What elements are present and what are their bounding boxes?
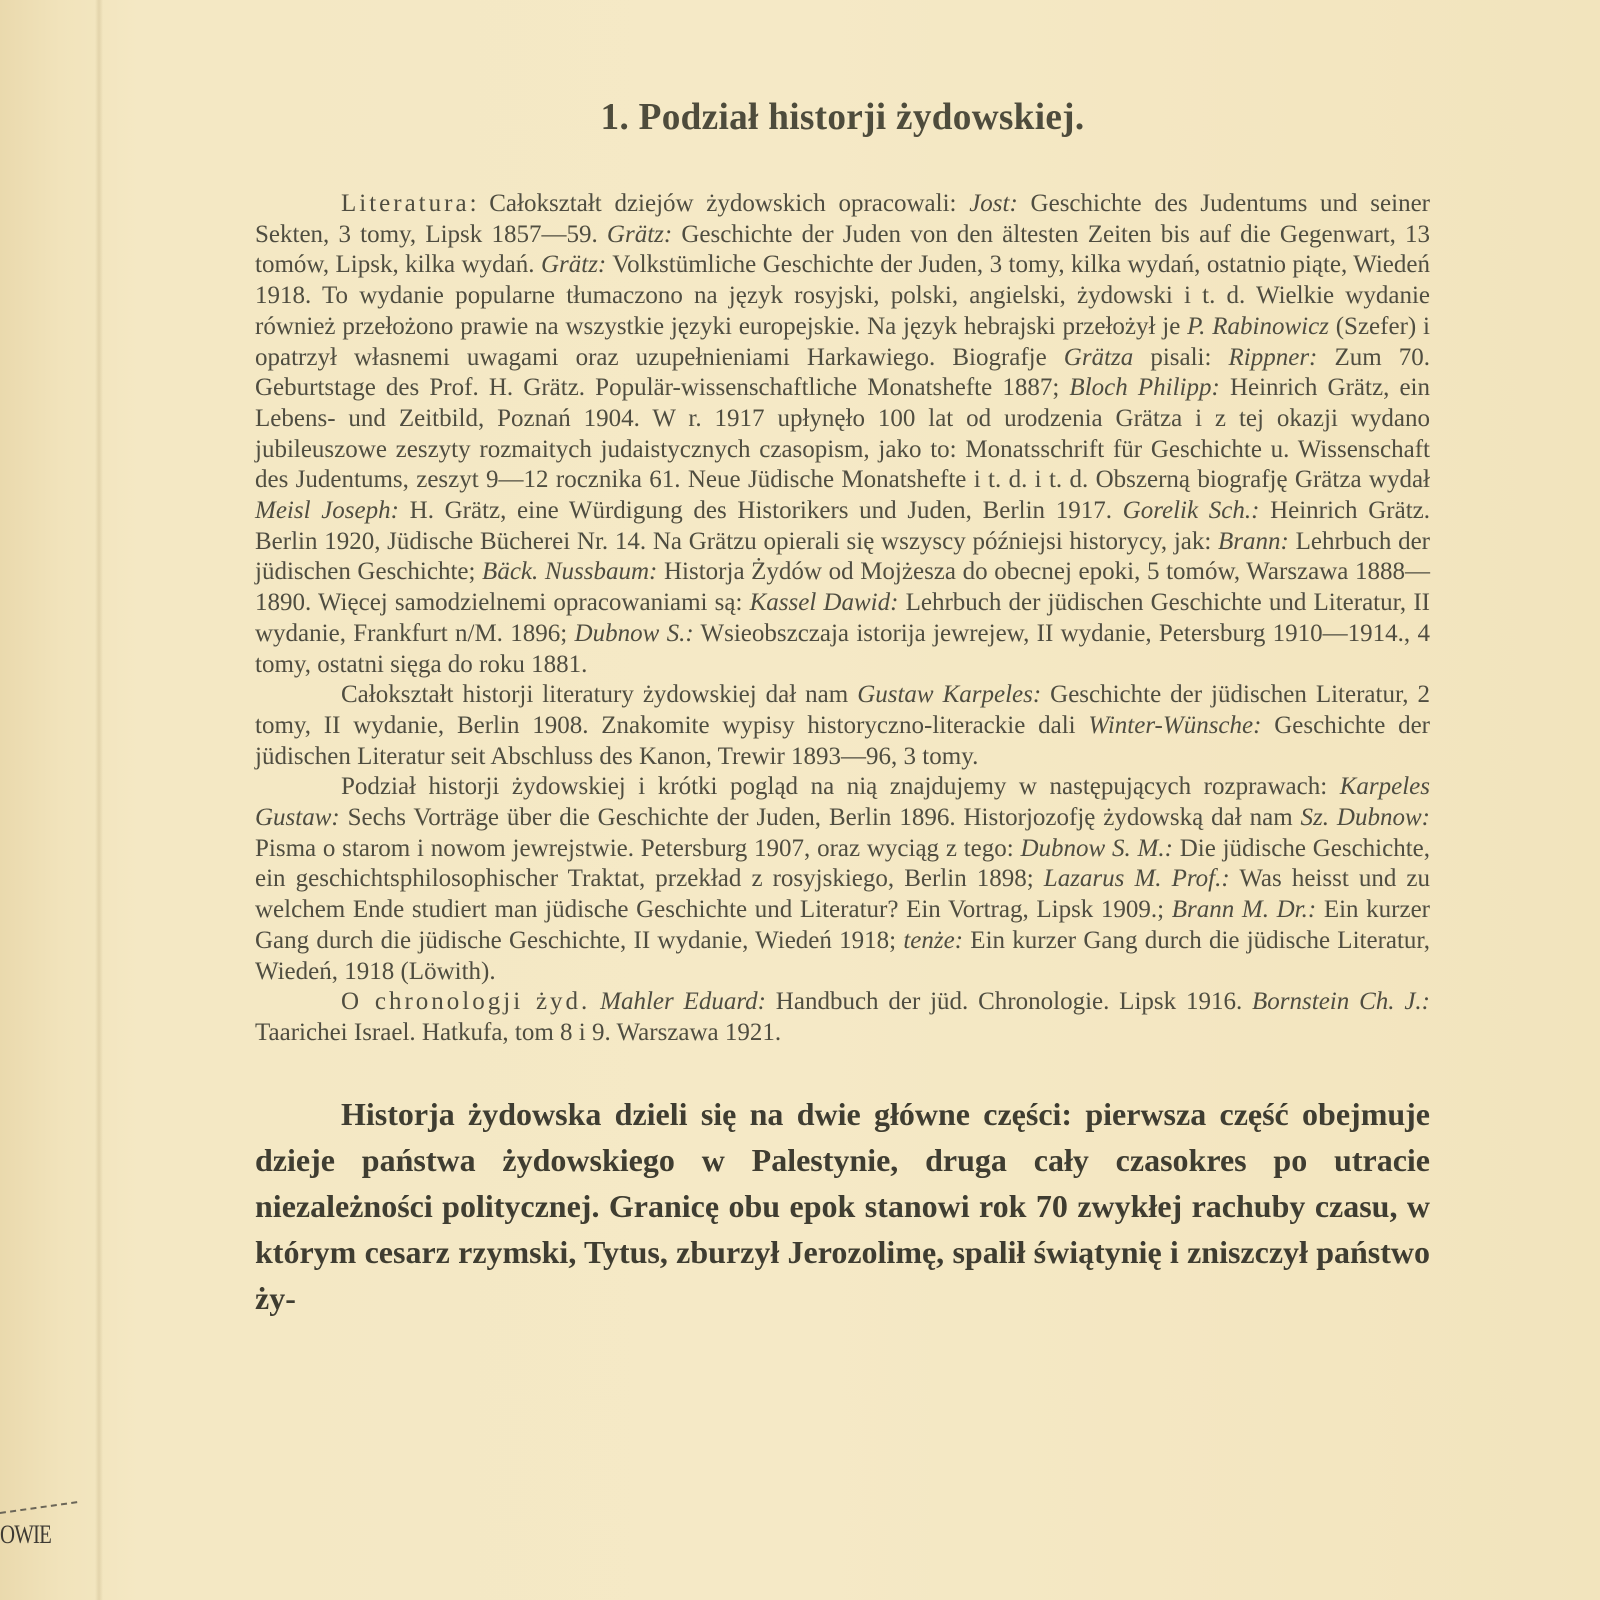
text-run: Geschichte der jüdischen Literatur seit Abschluss des Kanon, Trewir 1893—96, 3 tomy. (255, 711, 1431, 770)
cited-author: Mahler Eduard: (600, 988, 766, 1016)
chapter-heading: 1. Podział historji żydowskiej. (600, 96, 1085, 138)
text-run: Zum 70. Geburtstage des Prof. H. Grätz. Populär-wissenschaftliche Monatshefte 1887; (255, 343, 1430, 402)
text-run: Geschichte der Juden von den ältesten Zeiten bis auf die Gegenwart, 13 tomów, Lipsk, kilka wydań. (255, 220, 1431, 279)
text-run: Ein kurzer Gang durch die jüdische Literatur, Wiedeń, 1918 (Löwith). (255, 926, 1431, 985)
text-run (590, 988, 600, 1015)
margin-word: OWIE (0, 1520, 52, 1549)
cited-author: Bäck. Nussbaum: (482, 558, 658, 586)
cited-author: Meisl Joseph: (255, 497, 399, 525)
cited-author: Kassel Dawid: (749, 589, 899, 617)
text-run: Całokształt historji literatury żydowskiej dał nam (341, 681, 858, 709)
cited-author: Grätza (1063, 343, 1134, 371)
page-content (255, 95, 1430, 1321)
cited-author: Brann: (1218, 527, 1289, 555)
text-run: Heinrich Grätz, ein Lebens- und Zeitbild, Poznań 1904. W r. 1917 upłynęło 100 lat od urodzenia Grätza i z tej okazji wydano jubileuszowe zeszyty rozmaitych judaistycznych czasopism, jako to: Monatsschrift für Geschichte u. Wissenschaft des Judentums, zeszyt 9—12 rocznika 61. Neue Jüdische Monatshefte i t. d. i t. d. Obszerną biografję Grätza wydał (255, 374, 1430, 494)
main-text-section (255, 1091, 1430, 1321)
cited-author: Sz. Dubnow: (1300, 804, 1430, 832)
literature-paragraph-3 (255, 772, 1430, 987)
text-run: Volkstümliche Geschichte der Juden, 3 tomy, kilka wydań, ostatnio piąte, Wiedeń 1918. To wydanie popularne tłumaczono na język rosyjski, polski, angielski, żydowski i t. d. Wielkie wydanie również przełożono prawie na wszystkie języki europejskie. Na język hebrajski przełożył je (255, 251, 1430, 340)
cited-author: Dubnow S.: (574, 619, 694, 647)
facing-page-margin (0, 1490, 80, 1550)
literature-section (255, 189, 1430, 1049)
cited-author: P. Rabinowicz (1187, 312, 1329, 340)
cited-author: Grätz: (606, 220, 673, 248)
cited-author: Lazarus M. Prof.: (1043, 865, 1230, 893)
text-run: Podział historji żydowskiej i krótki pogląd na nią znajdujemy w następujących rozprawach: (341, 773, 1340, 801)
cited-author: Dubnow S. M.: (1020, 834, 1173, 862)
cited-author: Bloch Philipp: (1069, 374, 1220, 402)
margin-rule (0, 1501, 77, 1515)
text-run: Historja Żydów od Mojżesza do obecnej epoki, 5 tomów, Warszawa 1888—1890. Więcej samodzielnemi opracowaniami są: (255, 558, 1430, 617)
text-run: Lehrbuch der jüdischen Geschichte und Literatur, II wydanie, Frankfurt n/M. 1896; (255, 589, 1430, 647)
text-run: Taarichei Israel. Hatkufa, tom 8 i 9. Warszawa 1921. (255, 1018, 782, 1046)
text-run: Die jüdische Geschichte, ein geschichtsphilosophischer Traktat, przekład z rosyjskiego, Berlin 1898; (255, 834, 1430, 893)
gutter-shadow (95, 0, 103, 1600)
spaced-label: Literatura (341, 190, 470, 217)
text-run: : Całokształt dziejów żydowskich opracowali: (469, 190, 970, 217)
cited-author: Grätz: (540, 251, 607, 279)
text-run: Lehrbuch der jüdischen Geschichte; (255, 527, 1431, 586)
literature-paragraph-4 (255, 987, 1430, 1048)
text-run: H. Grätz, eine Würdigung des Historikers und Juden, Berlin 1917. (398, 497, 1123, 525)
text-run: Heinrich Grätz. Berlin 1920, Jüdische Bücherei Nr. 14. Na Grätzu opierali się wszyscy późniejsi historycy, jak: (255, 497, 1430, 555)
text-run: pisali: (1133, 343, 1229, 371)
text-run: Handbuch der jüd. Chronologie. Lipsk 1916. (765, 988, 1253, 1016)
cited-author: Jost: (969, 190, 1018, 217)
text-run: Geschichte des Judentums und seiner Sekten, 3 tomy, Lipsk 1857—59. (255, 190, 1430, 248)
cited-author: Brann M. Dr.: (1171, 896, 1317, 924)
text-run: Sechs Vorträge über die Geschichte der Juden, Berlin 1896. Historjozofję żydowską dał nam (339, 804, 1301, 832)
text-run: Geschichte der jüdischen Literatur, 2 tomy, II wydanie, Berlin 1908. Znakomite wypisy historyczno-literackie dali (255, 681, 1431, 739)
cited-author: Bornstein Ch. J.: (1252, 988, 1430, 1016)
cited-author: Karpeles Gustaw: (255, 773, 1430, 832)
cited-author: Gustaw Karpeles: (857, 681, 1042, 709)
literature-paragraph-1 (255, 189, 1430, 680)
text-run: (Szefer) i opatrzył własnemi uwagami oraz uzupełnieniami Harkawiego. Biografje (255, 312, 1430, 371)
spaced-label: O chronologji żyd. (341, 988, 591, 1016)
main-paragraph: Historja żydowska dzieli się na dwie główne części: pierwsza część obejmuje dzieje państwa żydowskiego w Palestynie, druga cały czasokres po utracie niezależności politycznej. Granicę obu epok stanowi rok 70 zwykłej rachuby czasu, w którym cesarz rzymski, Tytus, zburzył Jerozolimę, spalił świątynię i zniszczył państwo ży- (255, 1095, 1430, 1316)
cited-author: Rippner: (1228, 343, 1318, 371)
cited-author: Winter-Wünsche: (1088, 711, 1262, 739)
text-run: Pisma o starom i nowom jewrejstwie. Petersburg 1907, oraz wyciąg z tego: (255, 834, 1021, 862)
cited-author: tenże: (903, 926, 964, 954)
text-run: Was heisst und zu welchem Ende studiert man jüdische Geschichte und Literatur? Ein Vortrag, Lipsk 1909.; (255, 865, 1431, 924)
text-run: Wsieobszczaja istorija jewrejew, II wydanie, Petersburg 1910—1914., 4 tomy, ostatni sięga do roku 1881. (255, 619, 1430, 678)
literature-paragraph-2 (255, 680, 1430, 772)
text-run: Ein kurzer Gang durch die jüdische Geschichte, II wydanie, Wiedeń 1918; (255, 896, 1431, 954)
cited-author: Gorelik Sch.: (1122, 497, 1260, 525)
